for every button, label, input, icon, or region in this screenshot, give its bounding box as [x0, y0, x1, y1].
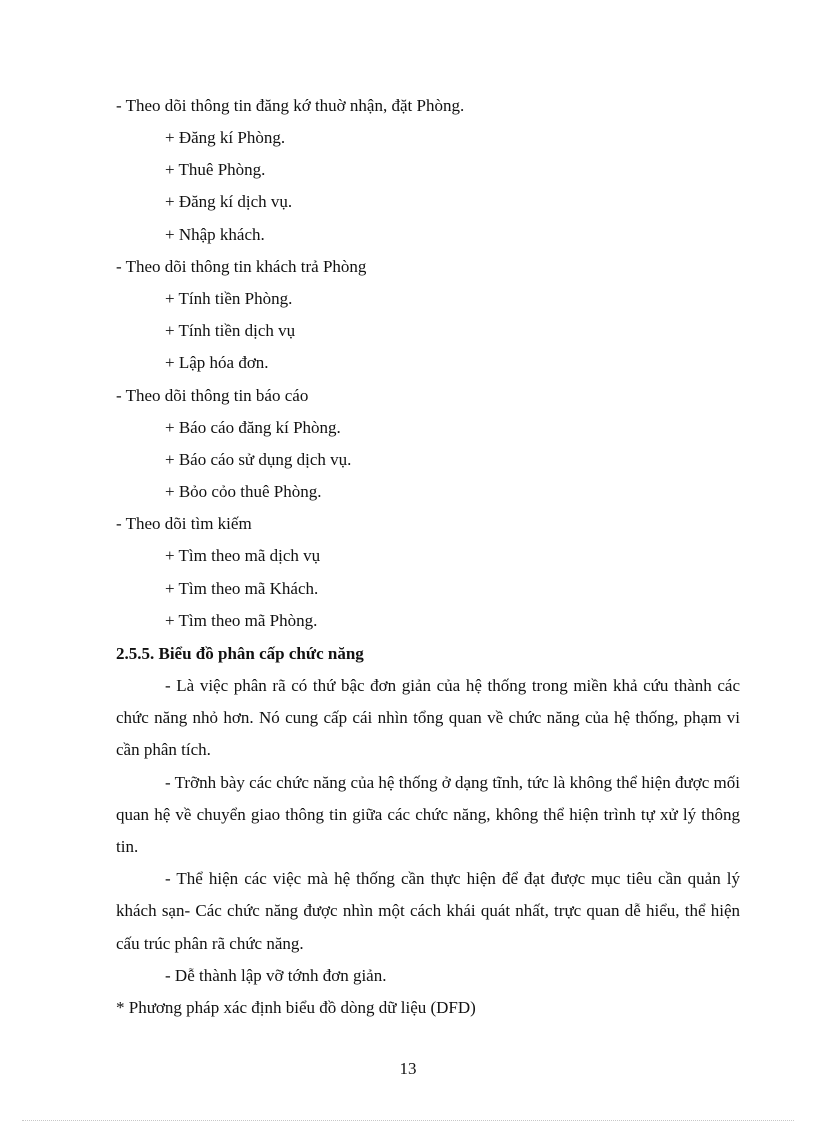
list-item: + Đăng kí dịch vụ.: [165, 192, 293, 211]
page-border-line: [22, 1120, 794, 1121]
body-text: [116, 670, 740, 992]
page-number: 13: [399, 1059, 417, 1078]
list-item: + Thuê Phòng.: [165, 160, 266, 179]
list-item: + Tính tiền dịch vụ: [165, 321, 296, 340]
section-title: - Theo dõi tìm kiếm: [116, 514, 252, 533]
paragraph: - Trỡnh bày các chức năng của hệ thống ở dạng tĩnh, tức là không thể hiện được mối quan hệ về chuyển giao thông tin giữa các chức năng, không thể hiện trình tự xử lý thông tin.: [116, 772, 740, 857]
section-title: - Theo dõi thông tin khách trả Phòng: [116, 257, 367, 276]
paragraph: - Là việc phân rã có thứ bậc đơn giản của hệ thống trong miền khả cứu thành các chức năng nhỏ hơn. Nó cung cấp cái nhìn tổng quan về chức năng của hệ thống, phạm vi cần phân tích.: [116, 676, 740, 760]
section-heading: 2.5.5. Biểu đồ phân cấp chức năng: [116, 644, 364, 663]
list-item: + Tìm theo mã Phòng.: [165, 611, 318, 630]
section-title: - Theo dõi thông tin báo cáo: [116, 386, 309, 405]
list-item: + Tính tiền Phòng.: [165, 289, 293, 308]
list-item: + Lập hóa đơn.: [165, 353, 269, 372]
list-item: + Tìm theo mã dịch vụ: [165, 546, 321, 565]
list-item: + Báo cáo sử dụng dịch vụ.: [165, 450, 352, 469]
list-item: + Nhập khách.: [165, 225, 265, 244]
list-item: + Tìm theo mã Khách.: [165, 579, 319, 598]
method-note: * Phương pháp xác định biểu đồ dòng dữ liệu (DFD): [116, 998, 476, 1017]
section-title: - Theo dõi thông tin đăng kớ thuờ nhận, đặt Phòng.: [116, 96, 465, 115]
list-item: + Bỏo cỏo thuê Phòng.: [165, 482, 322, 501]
list-item: + Báo cáo đăng kí Phòng.: [165, 418, 341, 437]
paragraph: - Dễ thành lập vỡ tớnh đơn giản.: [165, 965, 387, 985]
list-item: + Đăng kí Phòng.: [165, 128, 286, 147]
paragraph: - Thể hiện các việc mà hệ thống cần thực hiện để đạt được mục tiêu cần quản lý khách sạn- Các chức năng được nhìn một cách khái quát nhất, trực quan dễ hiểu, thể hiện cấu trúc phân rã chức năng.: [116, 869, 740, 953]
